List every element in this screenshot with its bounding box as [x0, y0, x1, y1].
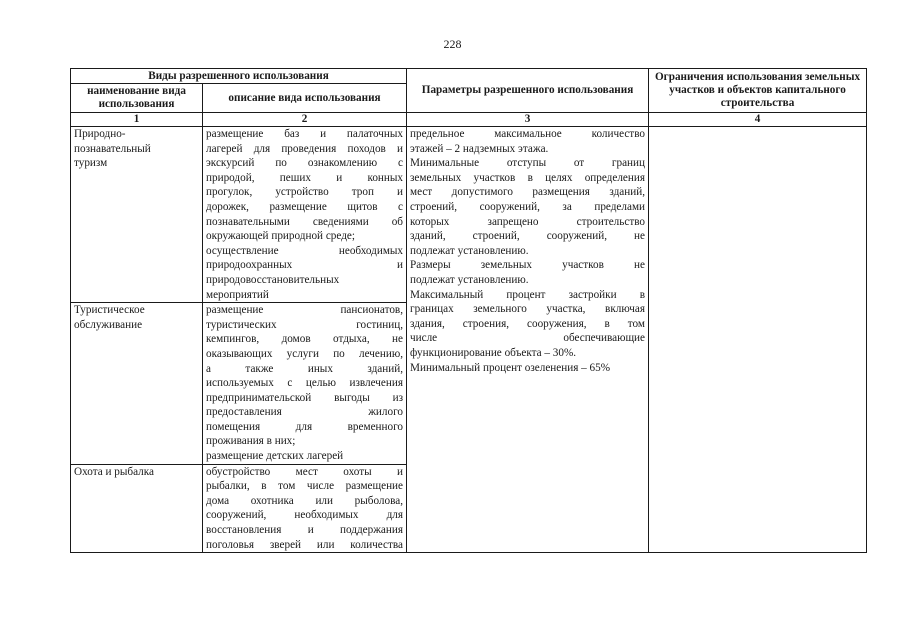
text-line: размещение пансионатов, [206, 304, 404, 317]
text-line: природой, пеших и конных [206, 171, 404, 184]
text-line: числе обеспечивающие [410, 332, 646, 345]
use-description-cell [203, 127, 407, 303]
text-line: предоставления жилого [206, 406, 404, 419]
header-use-description: описание вида использования [203, 84, 407, 113]
text-line: Минимальный процент озеленения – 65% [410, 361, 611, 374]
text-line: туризм [74, 157, 108, 170]
text-line: лагерей для проведения походов и [206, 142, 404, 155]
column-number-1: 1 [71, 113, 203, 127]
text-line: зданий, строений, сооружений, не [410, 230, 646, 243]
column-number-2: 2 [203, 113, 407, 127]
column-number-3: 3 [407, 113, 649, 127]
text-line: размещение баз и палаточных [206, 128, 404, 140]
text-line: кемпингов, домов отдыха, не [206, 333, 404, 346]
text-line: осуществление необходимых [206, 244, 404, 257]
text-line: границах земельного участка, включая [410, 303, 646, 316]
text-line: помещения для временного [206, 420, 404, 433]
use-name-cell [71, 127, 203, 303]
text-line: экскурсий по ознакомлению с [206, 157, 404, 170]
text-line: предпринимательской выгоды из [206, 391, 404, 404]
text-line: Размеры земельных участков не [410, 259, 646, 272]
parameters-text [410, 127, 645, 375]
text-line: предельное максимальное количество [410, 128, 646, 140]
text-line: познавательный [74, 142, 151, 155]
page-number: 228 [443, 37, 462, 51]
use-name-text [74, 303, 199, 332]
text-line: Минимальные отступы от границ [410, 157, 646, 170]
use-description-cell [203, 464, 407, 553]
text-line: подлежат установлению. [410, 273, 529, 286]
text-line: Природно- [74, 128, 126, 140]
text-line: восстановления и поддержания [206, 524, 404, 537]
use-description-cell [203, 303, 407, 465]
text-line: природоохранных и [206, 259, 404, 272]
text-line: Охота и рыбалка [74, 465, 154, 478]
use-name-text [74, 127, 199, 171]
header-parameters: Параметры разрешенного использования [407, 69, 649, 113]
header-restrictions: Ограничения использования земельных участков и объектов капитального строительства [649, 69, 867, 113]
text-line: дома охотника или рыболова, [206, 494, 404, 507]
text-line: подлежат установлению. [410, 244, 529, 257]
use-name-text [74, 465, 199, 480]
text-line: оказывающих услуги по лечению, [206, 347, 404, 360]
text-line: прогулок, устройство троп и [206, 186, 404, 199]
land-use-table [70, 68, 867, 553]
text-line: а также иных зданий, [206, 362, 404, 375]
text-line: строений, сооружений, за пределами [410, 200, 646, 213]
text-line: мероприятий [206, 288, 269, 301]
table-row [71, 127, 867, 303]
text-line: поголовья зверей или количества [206, 538, 404, 551]
text-line: этажей – 2 надземных этажа. [410, 142, 549, 155]
column-number-4: 4 [649, 113, 867, 127]
text-line: природовосстановительных [206, 273, 340, 286]
text-line: дорожек, размещение щитов с [206, 200, 404, 213]
text-line: Максимальный процент застройки в [410, 288, 646, 301]
text-line: здания, строения, сооружения, в том [410, 317, 646, 330]
use-name-cell [71, 464, 203, 553]
text-line: обустройство мест охоты и [206, 465, 404, 478]
text-line: обслуживание [74, 318, 143, 331]
text-line: окружающей природной среде; [206, 230, 355, 243]
text-line: Туристическое [74, 304, 145, 317]
restrictions-cell [649, 127, 867, 553]
text-line: проживания в них; [206, 435, 296, 448]
parameters-cell [407, 127, 649, 553]
use-description-text [206, 303, 403, 464]
header-permitted-use-types: Виды разрешенного использования [71, 69, 407, 84]
use-name-cell [71, 303, 203, 465]
header-use-name: наименование вида использования [71, 84, 203, 113]
text-line: познавательными сведениями об [206, 215, 404, 228]
text-line: мест допустимого размещения зданий, [410, 186, 646, 199]
text-line: которых запрещено строительство [410, 215, 646, 228]
text-line: туристических гостиниц, [206, 318, 404, 331]
text-line: используемых с целью извлечения [206, 377, 404, 390]
text-line: рыбалки, в том числе размещение [206, 480, 404, 493]
text-line: земельных участков в целях определения [410, 171, 646, 184]
text-line: размещение детских лагерей [206, 450, 344, 463]
text-line: функционирование объекта – 30%. [410, 346, 577, 359]
use-description-text [206, 127, 403, 302]
use-description-text [206, 465, 403, 553]
text-line: сооружений, необходимых для [206, 509, 404, 522]
